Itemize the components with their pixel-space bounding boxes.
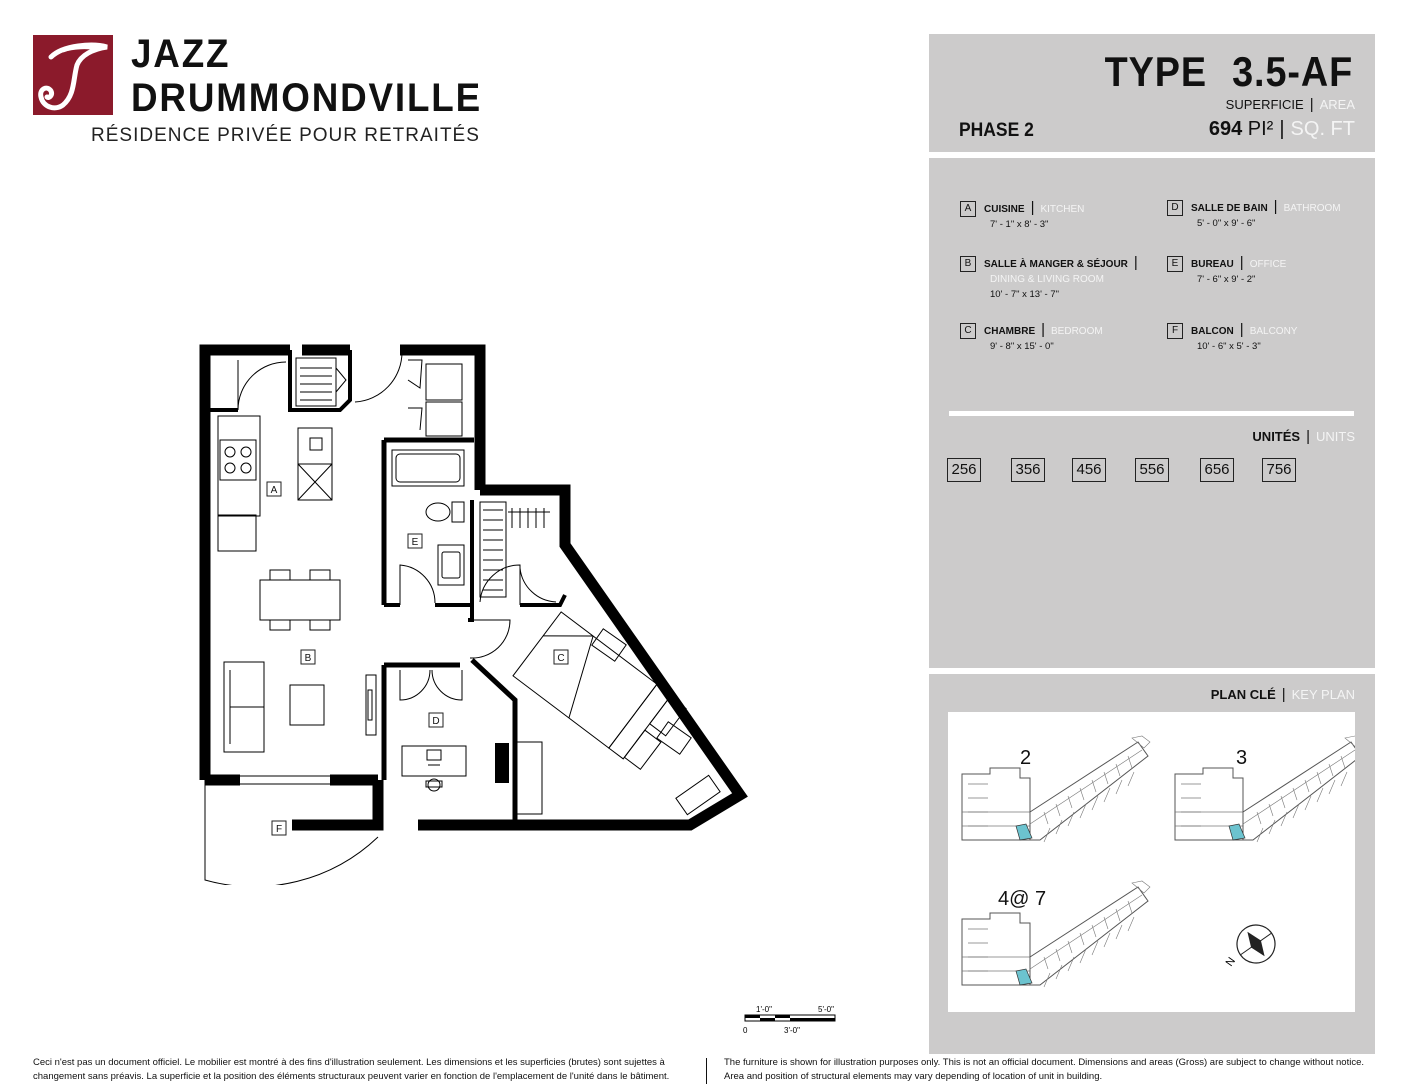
room-dimensions: 9' - 8" x 15' - 0": [990, 341, 1054, 353]
key-plan-label-fr: PLAN CLÉ: [1210, 687, 1276, 702]
room-name-en: DINING & LIVING ROOM: [990, 274, 1104, 286]
key-plan-floor-label: 2: [1020, 747, 1032, 769]
key-plan-floor-4-7: [962, 881, 1150, 987]
scale-label-0: 0: [743, 1026, 748, 1035]
footer-fr-line1: Ceci n'est pas un document officiel. Le mobilier est montré à des fins d'illustration seulement. Les dimensions et les superficies (brutes) sont sujettes à: [33, 1057, 665, 1068]
plan-tag-d: D: [432, 716, 440, 727]
room-item-bedroom: C CHAMBRE | BEDROOM 9' - 8" x 15' - 0": [960, 322, 1103, 354]
room-letter: F: [1167, 323, 1183, 339]
area-label-en: AREA: [1319, 97, 1355, 112]
footer-disclaimer-en: [724, 1056, 1364, 1084]
key-plan-label-en: KEY PLAN: [1291, 687, 1355, 702]
area-number: 694: [1208, 118, 1243, 140]
floor-plan: [190, 340, 760, 885]
footer-fr-line2: changement sans préavis. La superficie et la position des éléments structuraux peuvent varier en fonction de l'emplacement de l'unité dans le bâtiment.: [33, 1071, 670, 1082]
rooms-panel: [929, 158, 1375, 668]
room-name-en: KITCHEN: [1040, 204, 1085, 215]
footer-en-line2: Area and position of structural elements may vary depending of location of unit in building.: [724, 1071, 1103, 1082]
room-dimensions: 7' - 6" x 9' - 2": [1197, 274, 1256, 286]
key-plan-drawing: [948, 712, 1355, 1012]
footer-divider: [706, 1058, 707, 1084]
type-code: 3.5-AF: [1232, 48, 1353, 95]
room-letter: E: [1167, 256, 1183, 272]
units-label: UNITÉS | UNITS: [1252, 428, 1355, 445]
room-dimensions: 5' - 0" x 9' - 6": [1197, 218, 1256, 230]
plan-tag-f: F: [275, 824, 283, 835]
key-plan-floor-3: [1175, 736, 1355, 842]
room-dimensions: 10' - 6" x 5' - 3": [1197, 341, 1261, 353]
unit-type-title: [1105, 48, 1353, 96]
unit-number: 656: [1200, 458, 1234, 482]
scale-label-5ft: 5'-0": [818, 1005, 834, 1014]
room-name-fr: SALLE À MANGER & SÉJOUR: [984, 259, 1128, 270]
area-label: SUPERFICIE | AREA: [1225, 96, 1355, 113]
room-item-office: E BUREAU | OFFICE 7' - 6" x 9' - 2": [1167, 255, 1286, 287]
units-label-fr: UNITÉS: [1252, 429, 1301, 444]
scale-bar: [742, 1003, 842, 1043]
room-item-bathroom: D SALLE DE BAIN | BATHROOM 5' - 0" x 9' - 6": [1167, 199, 1341, 231]
logo-name-line1: JAZZ: [131, 32, 231, 76]
divider: [949, 411, 1354, 416]
logo-tagline: RÉSIDENCE PRIVÉE POUR RETRAITÉS: [91, 125, 480, 146]
room-name-en: BALCONY: [1249, 326, 1298, 337]
room-name-en: OFFICE: [1249, 259, 1287, 270]
room-name-fr: BALCON: [1191, 326, 1234, 337]
room-item-dining-living: B SALLE À MANGER & SÉJOUR | DINING & LIVING ROOM 10' - 7" x 13' - 7": [960, 255, 1144, 302]
north-label: N: [1223, 955, 1239, 969]
type-panel: [929, 34, 1375, 152]
plan-tag-b: B: [304, 653, 312, 664]
plan-tag-c: C: [557, 653, 565, 664]
unit-number: 356: [1011, 458, 1045, 482]
area-unit-en: SQ. FT: [1290, 118, 1355, 140]
plan-tag-e: E: [411, 537, 419, 548]
key-plan-floor-label: 4@ 7: [998, 888, 1047, 910]
room-letter: A: [960, 201, 976, 217]
key-plan-label: PLAN CLÉ | KEY PLAN: [1210, 686, 1355, 703]
room-letter: D: [1167, 200, 1183, 216]
logo-name-line2: DRUMMONDVILLE: [131, 76, 483, 120]
key-plan-area: [948, 712, 1355, 1012]
plan-room-tags: [267, 482, 568, 835]
footer-en-line1: The furniture is shown for illustration purposes only. This is not an official document. Dimensions and areas (Gross) are subject to change without notice.: [724, 1057, 1364, 1068]
area-value: 694 PI² | SQ. FT: [1208, 118, 1355, 140]
scale-label-3ft: 3'-0": [784, 1026, 800, 1035]
room-item-kitchen: A CUISINE | KITCHEN 7' - 1" x 8' - 3": [960, 200, 1084, 232]
scale-label-1ft: 1'-0": [756, 1005, 772, 1014]
room-name-fr: CUISINE: [984, 204, 1025, 215]
unit-number: 256: [947, 458, 981, 482]
units-label-en: UNITS: [1316, 429, 1355, 444]
unit-number: 556: [1135, 458, 1169, 482]
room-letter: C: [960, 323, 976, 339]
room-dimensions: 7' - 1" x 8' - 3": [990, 219, 1049, 231]
logo-mark: [33, 35, 113, 115]
room-dimensions: 10' - 7" x 13' - 7": [990, 289, 1059, 301]
key-plan-floor-label: 3: [1236, 747, 1248, 769]
footer-disclaimer-fr: [33, 1056, 669, 1084]
room-name-fr: SALLE DE BAIN: [1191, 203, 1268, 214]
room-name-en: BEDROOM: [1051, 326, 1103, 337]
type-word: TYPE: [1104, 48, 1207, 95]
room-name-en: BATHROOM: [1283, 203, 1341, 214]
logo-swirl-icon: [33, 35, 113, 115]
room-name-fr: BUREAU: [1191, 259, 1234, 270]
unit-number: 756: [1262, 458, 1296, 482]
area-unit-fr: PI²: [1247, 118, 1274, 140]
phase-label: PHASE 2: [959, 120, 1034, 141]
room-letter: B: [960, 256, 976, 272]
room-name-fr: CHAMBRE: [984, 326, 1036, 337]
key-plan-panel: [929, 674, 1375, 1054]
area-label-fr: SUPERFICIE: [1225, 97, 1304, 112]
room-item-balcony: F BALCON | BALCONY 10' - 6" x 5' - 3": [1167, 322, 1297, 354]
key-plan-floor-2: [962, 736, 1150, 842]
unit-number: 456: [1072, 458, 1106, 482]
plan-tag-a: A: [270, 485, 278, 496]
